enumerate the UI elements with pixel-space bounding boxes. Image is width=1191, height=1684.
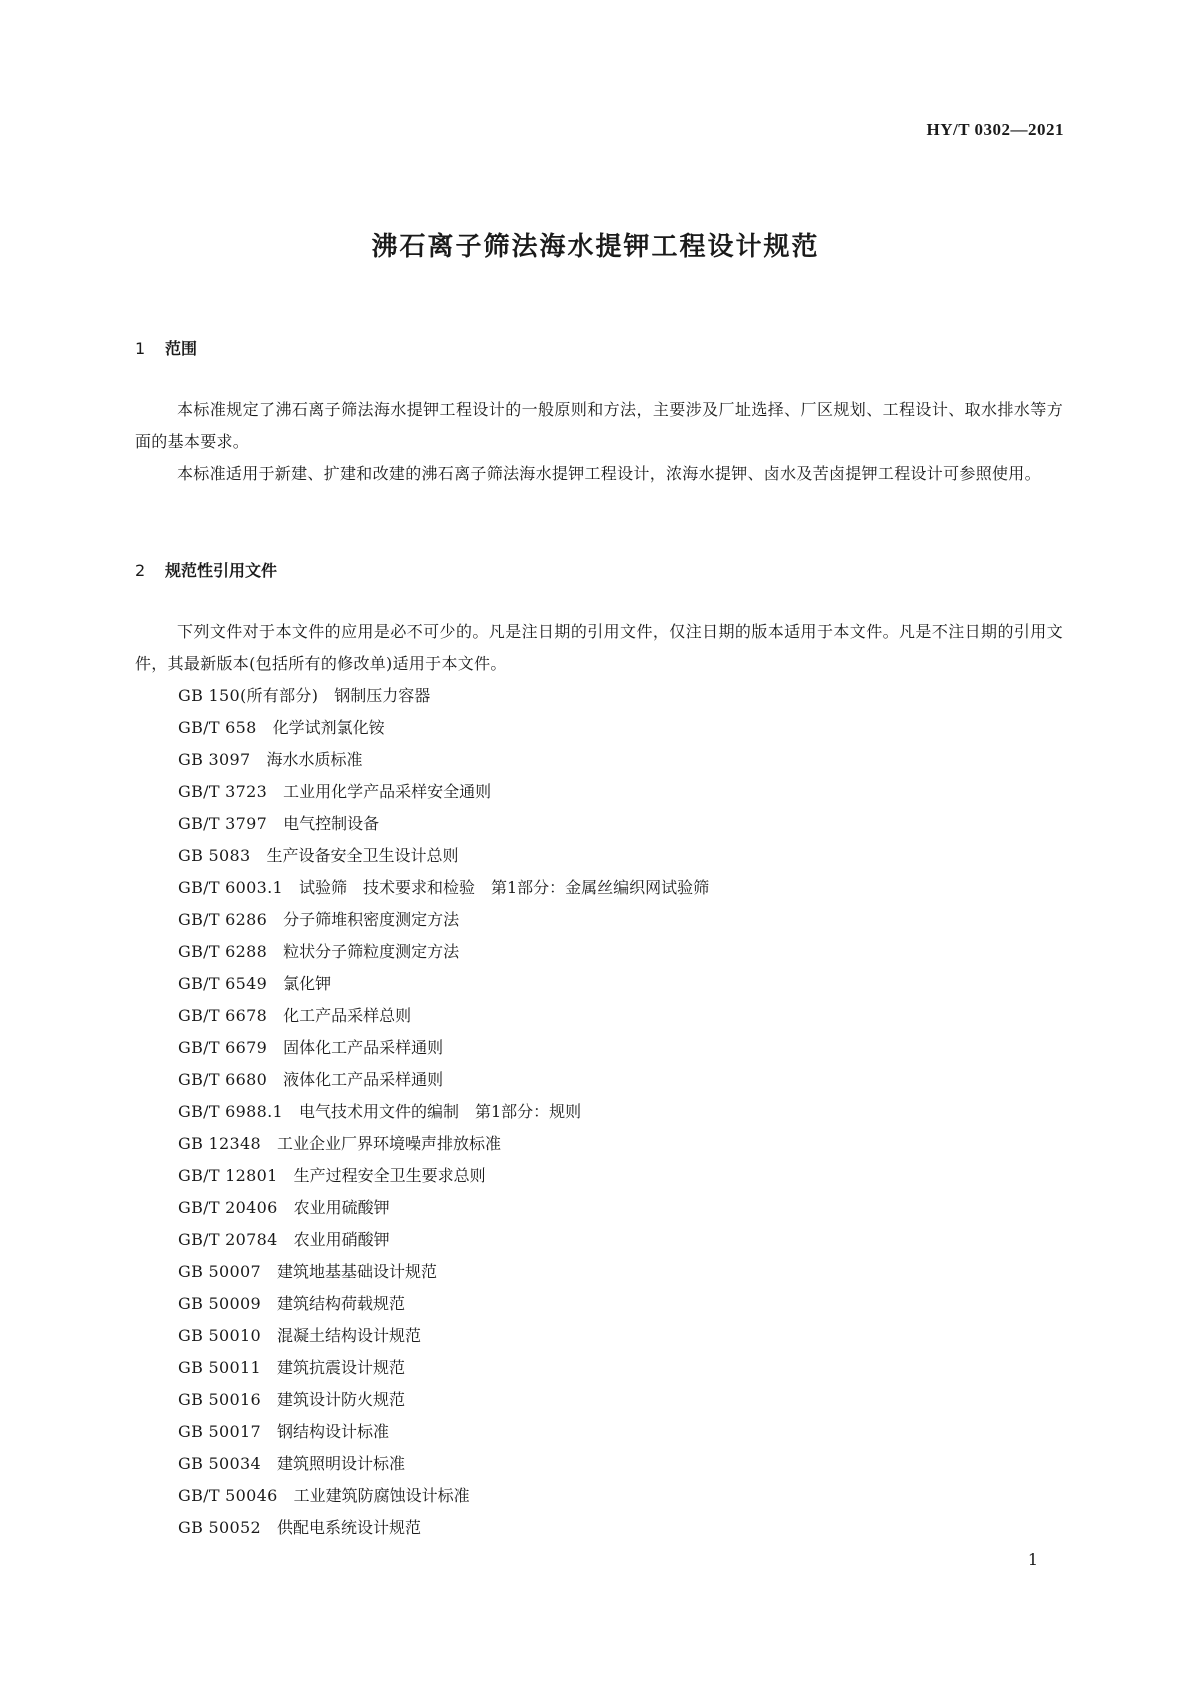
reference-item [178,872,709,904]
reference-item [178,1000,709,1032]
reference-code: GB/T 6679 [178,1038,268,1057]
reference-item [178,1192,709,1224]
reference-title: 建筑地基基础设计规范 [276,1262,437,1281]
reference-code: GB/T 6678 [178,1006,268,1025]
section-heading-scope [135,336,197,359]
document-code: HY/T 0302—2021 [926,120,1064,139]
reference-code: GB/T 3723 [178,782,268,801]
reference-title: 建筑抗震设计规范 [276,1358,405,1377]
section-title: 范围 [165,339,198,358]
reference-title: 供配电系统设计规范 [276,1518,421,1537]
reference-item [178,1416,709,1448]
reference-code: GB 12348 [178,1134,261,1153]
reference-code: GB 50010 [178,1326,261,1345]
reference-code: GB 150(所有部分) [178,686,319,705]
reference-code: GB/T 6286 [178,910,268,929]
reference-code: GB/T 20784 [178,1230,278,1249]
reference-title: 试验筛 技术要求和检验 第1部分：金属丝编织网试验筛 [298,878,710,897]
reference-item [178,1160,709,1192]
reference-code: GB/T 20406 [178,1198,278,1217]
reference-code: GB 50016 [178,1390,261,1409]
section-number: 2 [135,561,146,580]
reference-item [178,840,709,872]
reference-title: 混凝土结构设计规范 [276,1326,421,1345]
reference-title: 钢制压力容器 [334,686,431,705]
reference-item [178,904,709,936]
reference-title: 农业用硝酸钾 [293,1230,390,1249]
reference-title: 氯化钾 [283,974,332,993]
reference-title: 工业用化学产品采样安全通则 [283,782,492,801]
section-number: 1 [135,339,146,358]
reference-title: 电气技术用文件的编制 第1部分：规则 [298,1102,582,1121]
reference-title: 海水水质标准 [266,750,363,769]
scope-paragraph-2: 本标准适用于新建、扩建和改建的沸石离子筛法海水提钾工程设计，浓海水提钾、卤水及苦卤提钾工程设计可参照使用。 [177,464,1041,483]
references-intro-paragraph: 下列文件对于本文件的应用是必不可少的。凡是注日期的引用文件，仅注日期的版本适用于本文件。凡是不注日期的引用文件，其最新版本(包括所有的修改单)适用于本文件。 [135,622,1063,673]
reference-item [178,808,709,840]
reference-title: 工业建筑防腐蚀设计标准 [293,1486,470,1505]
reference-item [178,1480,709,1512]
reference-title: 钢结构设计标准 [276,1422,389,1441]
reference-item [178,776,709,808]
reference-code: GB 50034 [178,1454,261,1473]
reference-item [178,1288,709,1320]
reference-item [178,1032,709,1064]
reference-code: GB/T 6549 [178,974,268,993]
reference-item [178,1448,709,1480]
reference-code: GB/T 3797 [178,814,268,833]
reference-code: GB/T 6680 [178,1070,268,1089]
reference-code: GB 50007 [178,1262,261,1281]
scope-paragraph-1: 本标准规定了沸石离子筛法海水提钾工程设计的一般原则和方法，主要涉及厂址选择、厂区规划、工程设计、取水排水等方面的基本要求。 [135,400,1063,451]
reference-code: GB 50011 [178,1358,261,1377]
reference-title: 建筑照明设计标准 [276,1454,405,1473]
reference-code: GB/T 50046 [178,1486,278,1505]
reference-item [178,1384,709,1416]
reference-title: 生产过程安全卫生要求总则 [293,1166,486,1185]
reference-code: GB/T 6288 [178,942,268,961]
reference-title: 化工产品采样总则 [283,1006,412,1025]
reference-title: 粒状分子筛粒度测定方法 [283,942,460,961]
reference-code: GB/T 658 [178,718,257,737]
reference-title: 建筑设计防火规范 [276,1390,405,1409]
section-heading-normative-references [135,558,277,581]
page-number: 1 [1027,1550,1038,1569]
reference-title: 液体化工产品采样通则 [283,1070,444,1089]
reference-item [178,1224,709,1256]
reference-title: 分子筛堆积密度测定方法 [283,910,460,929]
reference-item [178,1064,709,1096]
reference-title: 农业用硫酸钾 [293,1198,390,1217]
reference-item [178,1320,709,1352]
reference-item [178,712,709,744]
reference-title: 化学试剂氯化铵 [272,718,385,737]
reference-title: 生产设备安全卫生设计总则 [266,846,459,865]
reference-code: GB/T 12801 [178,1166,278,1185]
reference-item [178,936,709,968]
reference-list [178,680,709,1544]
reference-code: GB/T 6003.1 [178,878,283,897]
reference-code: GB 50052 [178,1518,261,1537]
reference-item [178,1256,709,1288]
reference-title: 电气控制设备 [283,814,380,833]
reference-item [178,1512,709,1544]
reference-item [178,1128,709,1160]
reference-item [178,680,709,712]
page-title: 沸石离子筛法海水提钾工程设计规范 [371,232,820,262]
section-title: 规范性引用文件 [165,561,278,580]
reference-code: GB/T 6988.1 [178,1102,283,1121]
reference-title: 工业企业厂界环境噪声排放标准 [276,1134,501,1153]
reference-code: GB 5083 [178,846,251,865]
reference-item [178,968,709,1000]
reference-item [178,1096,709,1128]
reference-code: GB 3097 [178,750,251,769]
reference-item [178,744,709,776]
reference-title: 建筑结构荷载规范 [276,1294,405,1313]
reference-code: GB 50017 [178,1422,261,1441]
reference-code: GB 50009 [178,1294,261,1313]
reference-item [178,1352,709,1384]
reference-title: 固体化工产品采样通则 [283,1038,444,1057]
